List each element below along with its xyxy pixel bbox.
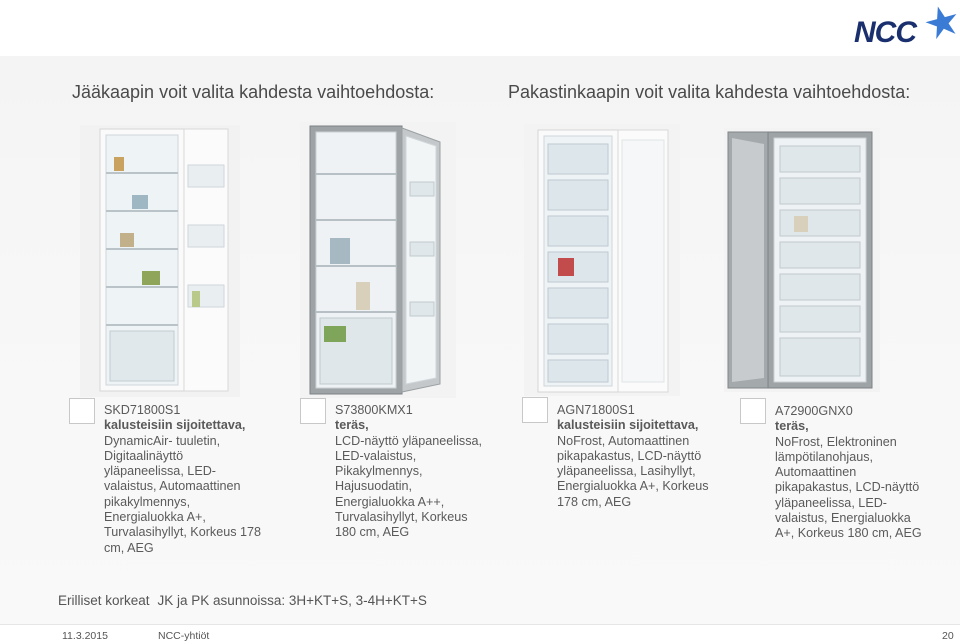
extra-note-label: Erilliset korkeat: [58, 593, 150, 608]
install-type: kalusteisiin sijoitettava,: [557, 418, 699, 433]
feature-line: NoFrost, Elektroninen: [775, 434, 897, 449]
option-checkbox-3[interactable]: [522, 397, 548, 423]
feature-line: Digitaalinäyttö: [104, 448, 184, 463]
feature-line: valaistus, Automaattinen: [104, 479, 241, 494]
slide-footer: [0, 624, 960, 644]
option-checkbox-4[interactable]: [740, 398, 766, 424]
feature-line: Pikakylmennys,: [335, 464, 423, 479]
extra-note-value: JK ja PK asunnoissa: 3H+KT+S, 3-4H+KT+S: [157, 593, 427, 608]
option-checkbox-1[interactable]: [69, 398, 95, 424]
feature-line: pikakylmennys,: [104, 494, 191, 509]
model-name: A72900GNX0: [775, 404, 853, 418]
feature-line: Energialuokka A+, Korkeus: [557, 479, 709, 494]
freezer-heading: Pakastinkaapin voit valita kahdesta vaihtoehdosta:: [508, 82, 911, 102]
install-type: kalusteisiin sijoitettava,: [104, 418, 246, 433]
star-icon: [922, 2, 960, 42]
feature-line: yläpaneelissa, LED-: [104, 464, 217, 479]
extra-note: [58, 593, 427, 608]
feature-line: yläpaneelissa, LED-: [775, 495, 888, 510]
option-description-2: [335, 403, 515, 541]
feature-line: lämpötilanohjaus,: [775, 449, 874, 464]
footer-company: NCC-yhtiöt: [158, 630, 210, 642]
option-checkbox-2[interactable]: [300, 398, 326, 424]
fridge-image-2: [300, 122, 456, 398]
freezer-image-2: [724, 128, 880, 392]
model-name: AGN71800S1: [557, 403, 635, 417]
feature-line: 178 cm, AEG: [557, 494, 632, 509]
page-number: 20: [942, 630, 954, 642]
model-name: S73800KMX1: [335, 403, 413, 417]
feature-line: Turvalasihyllyt, Korkeus 178: [104, 525, 262, 540]
option-description-3: [557, 403, 732, 510]
feature-line: Energialuokka A++,: [335, 494, 445, 509]
option-description-1: [104, 403, 294, 556]
fridge-image-1: [80, 125, 240, 397]
feature-line: valaistus, Energialuokka: [775, 511, 911, 526]
logo-text: NCC: [854, 16, 916, 49]
material: teräs,: [335, 418, 369, 433]
header-band: [0, 0, 960, 56]
material: teräs,: [775, 419, 809, 434]
feature-line: Energialuokka A+,: [104, 510, 206, 525]
freezer-image-1: [524, 124, 680, 396]
feature-line: Automaattinen: [775, 465, 857, 480]
feature-line: pikapakastus, LCD-näyttö: [775, 480, 920, 495]
feature-line: LCD-näyttö yläpaneelissa,: [335, 433, 483, 448]
option-description-4: [775, 404, 953, 542]
feature-line: Turvalasihyllyt, Korkeus: [335, 510, 468, 525]
feature-line: 180 cm, AEG: [335, 525, 410, 540]
feature-line: yläpaneelissa, Lasihyllyt,: [557, 464, 696, 479]
model-name: SKD71800S1: [104, 403, 181, 417]
feature-line: LED-valaistus,: [335, 448, 417, 463]
ncc-logo: [848, 4, 958, 50]
fridge-heading: Jääkaapin voit valita kahdesta vaihtoehdosta:: [72, 82, 435, 102]
footer-date: 11.3.2015: [62, 630, 108, 642]
feature-line: DynamicAir- tuuletin,: [104, 433, 221, 448]
feature-line: NoFrost, Automaattinen: [557, 433, 690, 448]
feature-line: pikapakastus, LCD-näyttö: [557, 448, 702, 463]
feature-line: Hajusuodatin,: [335, 479, 413, 494]
feature-line: cm, AEG: [104, 540, 154, 555]
feature-line: A+, Korkeus 180 cm, AEG: [775, 526, 922, 541]
